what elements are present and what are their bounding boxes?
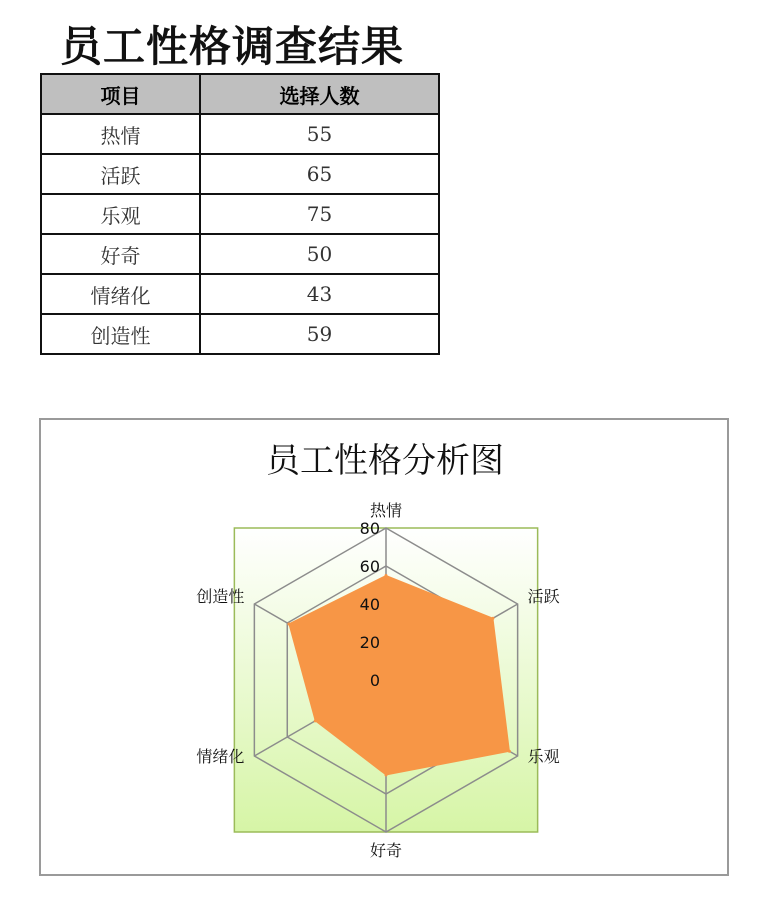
cell-count: 59 [200, 314, 439, 354]
tick-label: 80 [359, 519, 380, 538]
table-row [41, 114, 439, 154]
category-label: 创造性 [196, 587, 245, 606]
cell-count: 65 [200, 154, 439, 194]
radar-chart [41, 420, 729, 876]
tick-label: 60 [359, 557, 380, 576]
data-point [385, 574, 388, 577]
table-row [41, 154, 439, 194]
category-label: 情绪化 [196, 747, 245, 766]
category-label: 乐观 [527, 747, 560, 766]
table-row [41, 274, 439, 314]
data-table [40, 73, 440, 355]
data-point [508, 750, 511, 753]
table-header-row [41, 74, 439, 114]
cell-item: 情绪化 [41, 274, 200, 314]
cell-item: 热情 [41, 114, 200, 154]
table-row [41, 314, 439, 354]
category-label: 热情 [369, 501, 403, 520]
cell-item: 好奇 [41, 234, 200, 274]
data-point [314, 719, 317, 722]
data-point [385, 774, 388, 777]
header-item: 项目 [41, 74, 200, 114]
category-label: 好奇 [369, 841, 403, 860]
chart-frame [39, 418, 729, 876]
cell-item: 活跃 [41, 154, 200, 194]
cell-count: 55 [200, 114, 439, 154]
chart-title: 员工性格分析图 [266, 441, 504, 481]
cell-item: 创造性 [41, 314, 200, 354]
tick-label: 40 [359, 595, 380, 614]
cell-count: 50 [200, 234, 439, 274]
table-row [41, 234, 439, 274]
category-label: 活跃 [527, 587, 560, 606]
tick-label: 0 [369, 671, 380, 690]
header-count: 选择人数 [200, 74, 439, 114]
cell-count: 43 [200, 274, 439, 314]
table-row [41, 194, 439, 234]
cell-item: 乐观 [41, 194, 200, 234]
radar-layer [196, 501, 559, 860]
page-title: 员工性格调查结果 [60, 22, 405, 71]
tick-label: 20 [359, 633, 380, 652]
data-point [287, 622, 290, 625]
data-point [491, 617, 494, 620]
cell-count: 75 [200, 194, 439, 234]
